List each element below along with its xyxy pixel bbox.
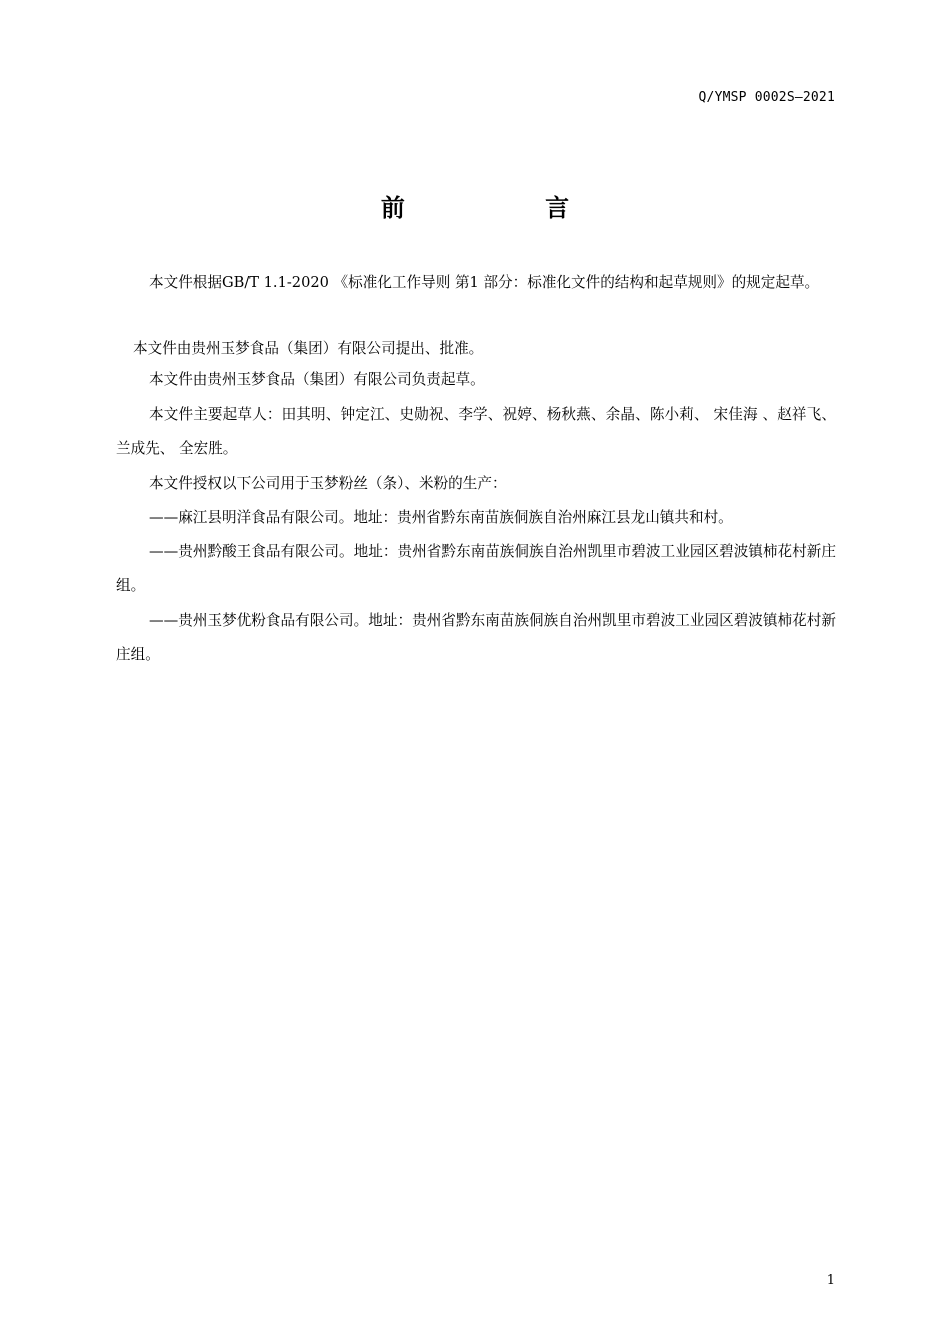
- paragraph-company-1: ——麻江县明洋食品有限公司。地址：贵州省黔东南苗族侗族自治州麻江县龙山镇共和村。: [149, 509, 733, 526]
- paragraph-company-3: ——贵州玉梦优粉食品有限公司。地址：贵州省黔东南苗族侗族自治州凯里市碧波工业园区碧波镇柿花村新庄组。: [116, 612, 836, 663]
- paragraph-authorization: 本文件授权以下公司用于玉梦粉丝（条）、米粉的生产：: [149, 475, 507, 492]
- paragraph-company-2: ——贵州黔酸王食品有限公司。地址：贵州省黔东南苗族侗族自治州凯里市碧波工业园区碧波镇柿花村新庄组。: [116, 543, 836, 594]
- page-number: 1: [826, 1273, 835, 1288]
- paragraph-drafted-by: 本文件由贵州玉梦食品（集团）有限公司负责起草。: [149, 371, 485, 388]
- paragraph-proposed-by: 本文件由贵州玉梦食品（集团）有限公司提出、批准。: [133, 340, 484, 357]
- paragraph-drafters: 本文件主要起草人：田其明、钟定江、史勋祝、李学、祝婷、杨秋燕、余晶、陈小莉、 宋佳海 、赵祥飞、兰成先、 全宏胜。: [116, 406, 836, 457]
- page-title: 前 言: [380, 194, 636, 222]
- paragraph-drafting-basis: 本文件根据GB/T 1.1-2020 《标准化工作导则 第1 部分：标准化文件的结构和起草规则》的规定起草。: [149, 274, 820, 291]
- document-code: Q/YMSP 0002S—2021: [698, 90, 835, 105]
